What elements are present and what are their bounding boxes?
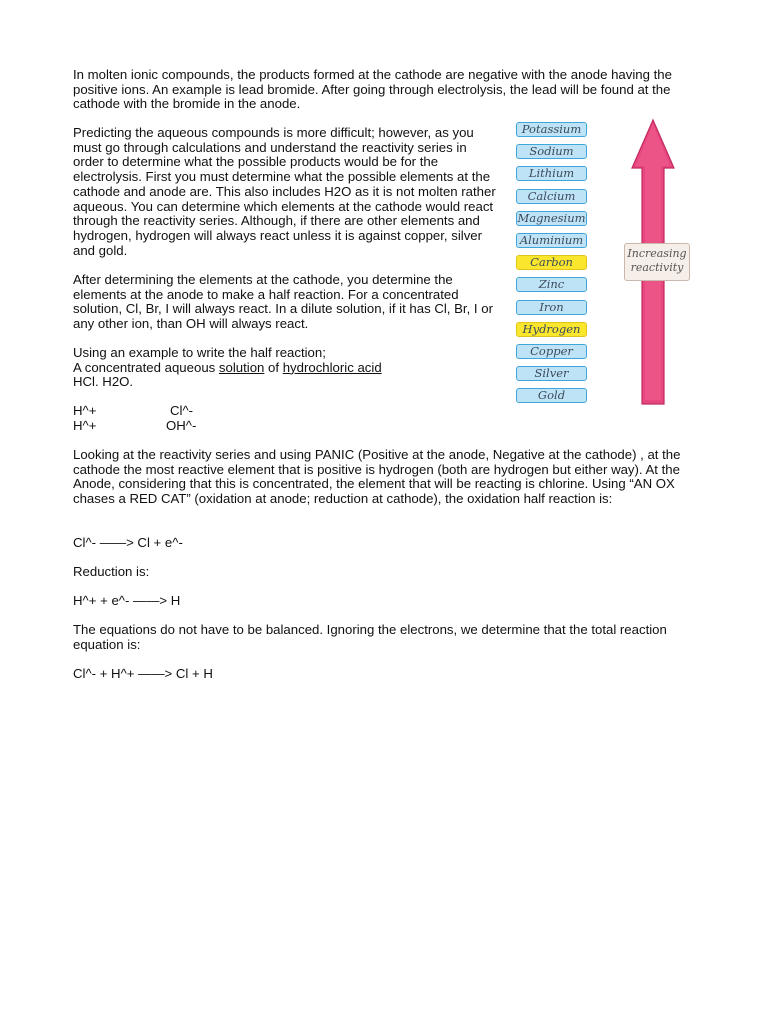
paragraph-molten (73, 68, 703, 112)
cation: H^+ (73, 403, 97, 418)
paragraph-text: After determining the elements at the cathode, you determine the elements at the anode to make a half reaction. For a concentrated solution, Cl, Br, I will always react. In a dilute solution, if it has Cl, Br, I or any other ion, than OH will always react. (73, 272, 493, 332)
element-box: Silver (516, 366, 587, 381)
element-box: Sodium (516, 144, 587, 159)
element-box: Copper (516, 344, 587, 359)
anion: Cl^- (170, 403, 194, 418)
element-box: Magnesium (517, 211, 586, 225)
ion-row (73, 419, 501, 434)
total-equation (73, 667, 703, 682)
reactivity-series-figure (512, 118, 692, 408)
paragraph-text: Looking at the reactivity series and using PANIC (Positive at the anode, Negative at the cathode) , at the cathode the most reactive element that is positive is hydrogen (both are hydrogen but either way). At the Anode, considering that this is concentrated, the element that will be reacting is chlorine. Using “AN OX chases a RED CAT” (oxidation at anode; reduction at cathode), the oxidation half reaction is: (73, 447, 681, 507)
example-text: A concentrated aqueous (73, 359, 219, 375)
element-box: Zinc (516, 277, 587, 292)
ion-table (73, 404, 501, 433)
equation-text: Cl^- ——> Cl + e^- (73, 535, 183, 550)
ion-row (73, 404, 501, 419)
arrow-label (624, 243, 690, 281)
element-box: Carbon (516, 255, 587, 270)
example-line (73, 361, 501, 376)
paragraph-text: In molten ionic compounds, the products formed at the cathode are negative with the anode having the positive ions. An example is lead bromide. After going through electrolysis, the lead will be found at the cathode with the bromide in the anode. (73, 67, 672, 112)
element-box: Hydrogen (516, 322, 587, 337)
solution-link[interactable]: solution (218, 359, 265, 375)
label-text: Reduction is: (73, 564, 150, 579)
reduction-equation (73, 594, 703, 609)
equation-text: Cl^- + H^+ ——> Cl + H (73, 666, 213, 681)
hydrochloric-acid-link[interactable]: hydrochloric acid (282, 359, 382, 375)
example-block (73, 346, 501, 390)
element-box: Lithium (516, 166, 587, 181)
anion: OH^- (166, 417, 197, 433)
element-box: Calcium (516, 189, 587, 204)
element-box: Gold (516, 388, 587, 403)
example-formula: HCl. H2O. (73, 374, 134, 390)
paragraph-balance (73, 623, 703, 652)
element-box: Aluminium (516, 233, 587, 248)
cation: H^+ (73, 417, 97, 433)
arrow-label-line: Increasing (627, 247, 687, 260)
oxidation-equation (73, 536, 703, 551)
element-box: Potassium (516, 122, 587, 137)
example-intro: Using an example to write the half reaction; (73, 345, 326, 360)
equation-text: H^+ + e^- ——> H (73, 593, 181, 608)
paragraph-text: The equations do not have to be balanced. Ignoring the electrons, we determine that the total reaction equation is: (73, 622, 667, 652)
paragraph-text: Predicting the aqueous compounds is more difficult; however, as you must go through calculations and understand the reactivity series in order to determine what the possible products would be for the electrolysis. First you must determine what the possible elements at the cathode and anode are. This also includes H2O as it is not molten rather aqueous. You can determine which elements at the cathode would react through the reactivity series. Although, if there are other elements and hydrogen, hydrogen will always react unless it is against copper, silver and gold. (73, 125, 496, 258)
element-box: Iron (516, 300, 587, 315)
arrow-label-line: reactivity (630, 261, 684, 274)
example-text: of (264, 359, 283, 375)
paragraph-anode (73, 273, 501, 332)
paragraph-panic (73, 448, 703, 507)
reduction-label (73, 565, 703, 580)
paragraph-aqueous (73, 126, 501, 258)
